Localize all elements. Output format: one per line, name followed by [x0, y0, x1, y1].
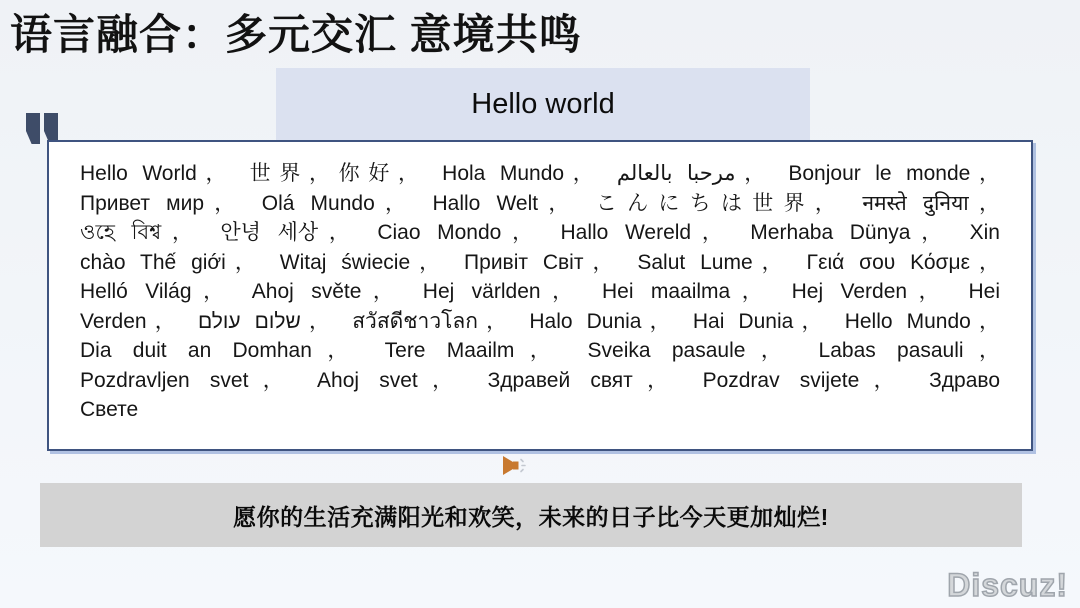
greetings-line: Verden， שלום עולם， สวัสดีชาวโลก， Halo Dunia， Hai Dunia， Hello Mundo， [80, 309, 1000, 333]
footer-message-text: 愿你的生活充满阳光和欢笑，未来的日子比今天更加灿烂! [233, 503, 829, 530]
sound-waves [521, 460, 525, 472]
greetings-line: Dia duit an Domhan， Tere Maailm， Sveika pasaule， Labas pasauli， [80, 339, 1000, 362]
greetings-line: Hello World， 世界，你好， Hola Mundo， مرحبا بالعالم， Bonjour le monde， [80, 162, 1000, 185]
hello-world-header-box [276, 68, 810, 140]
greetings-line: Pozdravljen svet， Ahoj svet， Здравей свят， Pozdrav svijete， Здраво [80, 368, 1000, 392]
quote-mark-left [26, 113, 40, 144]
footer-message-bar [40, 483, 1022, 547]
speaker-cone [503, 456, 513, 475]
greetings-line: Свете [80, 398, 139, 421]
hello-world-label: Hello world [471, 87, 615, 120]
greetings-text-box [47, 140, 1033, 451]
speaker-audio-icon[interactable] [502, 454, 530, 478]
speaker-body [513, 462, 519, 470]
greetings-line: ওহে বিশ্ব， 안녕 세상， Ciao Mondo， Hallo Wereld， Merhaba Dünya， Xin [80, 221, 1000, 244]
discuz-watermark: Discuz! [947, 567, 1068, 603]
greetings-line: Привет мир， Olá Mundo， Hallo Welt， こんにちは世界， नमस्ते दुनिया， [80, 191, 1000, 215]
greetings-line: Helló Világ， Ahoj světe， Hej världen， Hei maailma， Hej Verden， Hei [80, 280, 1000, 303]
greetings-line: chào Thế giới， Witaj świecie， Привіт Світ， Salut Lume， Γειά σου Κόσμε， [80, 250, 1000, 274]
page-title: 语言融合：多元交汇 意境共鸣 [10, 11, 582, 58]
